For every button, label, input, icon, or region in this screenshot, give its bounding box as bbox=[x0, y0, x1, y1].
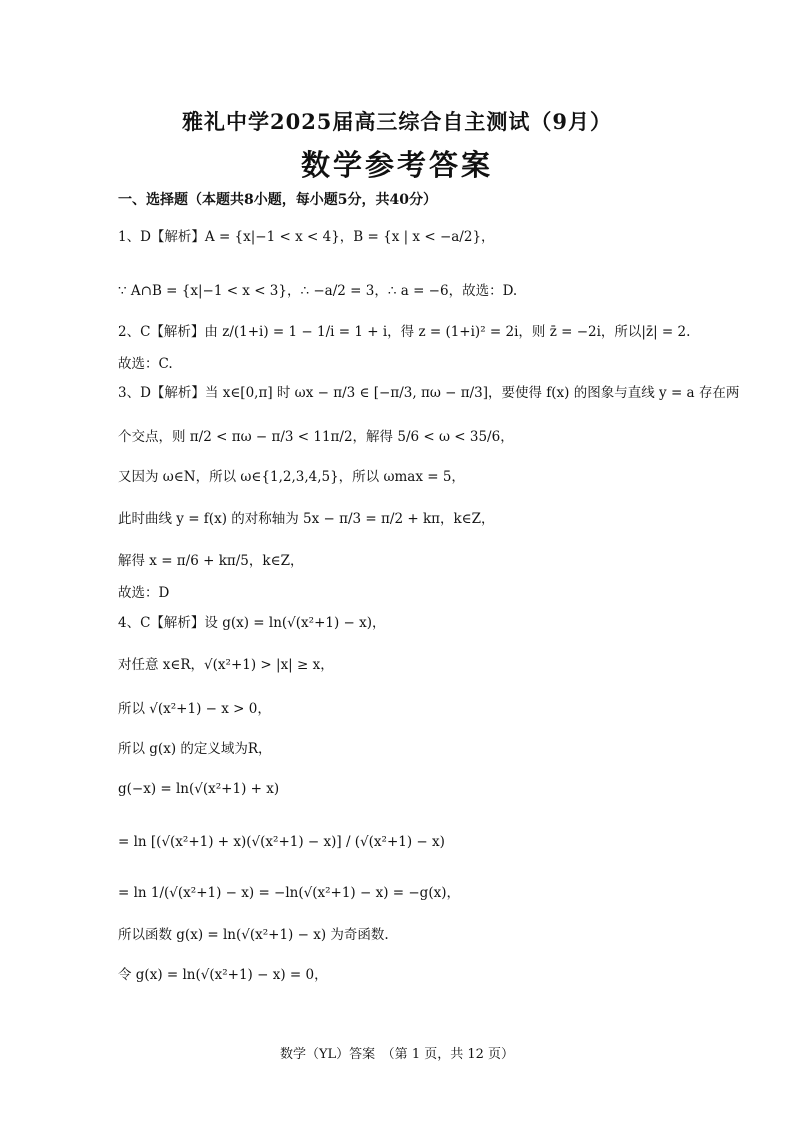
answer-line-18: 所以函数 g(x) = ln(√(x²+1) − x) 为奇函数. bbox=[118, 927, 389, 943]
answer-line-13: 所以 √(x²+1) − x > 0， bbox=[118, 701, 271, 717]
answer-line-3: 2、C【解析】由 z/(1+i) = 1 − 1/i = 1 + i，得 z = (1+i)² = 2i，则 z̄ = −2i，所以|z̄| = 2. bbox=[118, 324, 691, 340]
answer-line-16: = ln [(√(x²+1) + x)(√(x²+1) − x)] / (√(x²+1) − x) bbox=[118, 834, 445, 850]
answer-line-17: = ln 1/(√(x²+1) − x) = −ln(√(x²+1) − x) = −g(x)， bbox=[118, 885, 460, 901]
answer-line-4: 故选：C. bbox=[118, 356, 173, 372]
page-footer: 数学（YL）答案 （第 1 页，共 12 页） bbox=[279, 1047, 515, 1062]
page-title: 雅礼中学2025届高三综合自主测试（9月） bbox=[181, 109, 613, 134]
answer-line-11: 4、C【解析】设 g(x) = ln(√(x²+1) − x)， bbox=[118, 615, 386, 631]
answer-line-9: 解得 x = π/6 + kπ/5，k∈Z， bbox=[118, 553, 304, 569]
answer-line-2: ∵ A∩B = {x|−1 < x < 3}，∴ −a/2 = 3，∴ a = −6，故选：D. bbox=[118, 283, 518, 299]
answer-line-15: g(−x) = ln(√(x²+1) + x) bbox=[118, 781, 280, 797]
section-heading: 一、选择题（本题共8小题，每小题5分，共40分） bbox=[118, 192, 437, 208]
answer-line-14: 所以 g(x) 的定义域为R， bbox=[118, 741, 272, 757]
answer-line-12: 对任意 x∈R，√(x²+1) > |x| ≥ x， bbox=[118, 657, 334, 673]
answer-line-6: 个交点，则 π/2 < πω − π/3 < 11π/2，解得 5/6 < ω < 35/6， bbox=[118, 429, 514, 445]
answer-line-1: 1、D【解析】A = {x|−1 < x < 4}，B = {x | x < −a/2}， bbox=[118, 229, 495, 245]
answer-line-8: 此时曲线 y = f(x) 的对称轴为 5x − π/3 = π/2 + kπ，k∈Z， bbox=[118, 511, 495, 527]
answer-line-5: 3、D【解析】当 x∈[0,π] 时 ωx − π/3 ∈ [−π/3, πω − π/3]，要使得 f(x) 的图象与直线 y = a 存在两 bbox=[118, 385, 740, 401]
page-subtitle: 数学参考答案 bbox=[300, 148, 493, 182]
answer-line-7: 又因为 ω∈N，所以 ω∈{1,2,3,4,5}，所以 ωmax = 5， bbox=[118, 469, 465, 485]
answer-line-10: 故选：D bbox=[118, 585, 170, 601]
answer-line-19: 令 g(x) = ln(√(x²+1) − x) = 0， bbox=[118, 967, 328, 983]
